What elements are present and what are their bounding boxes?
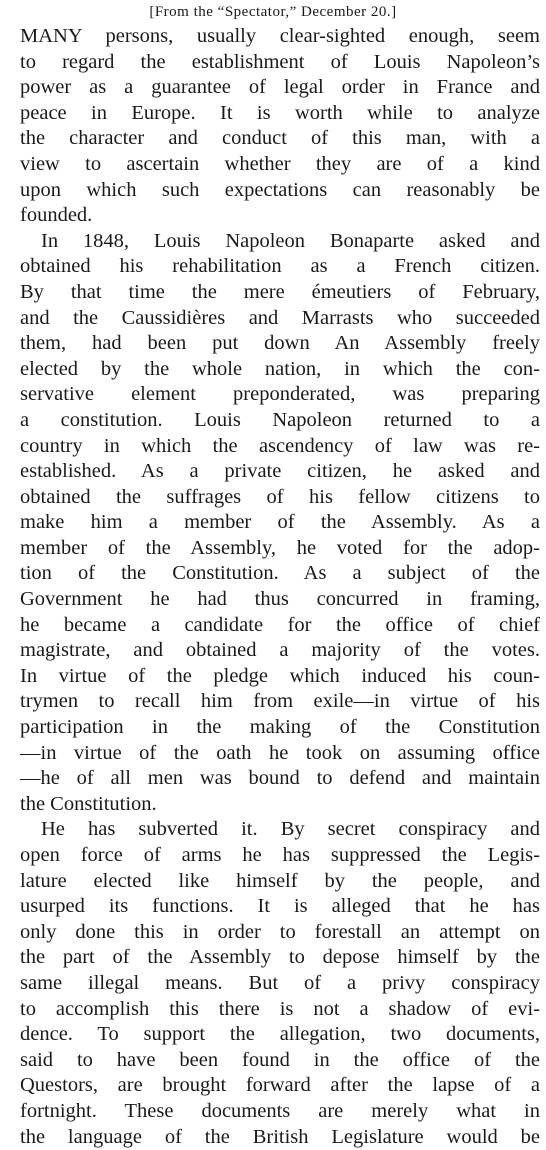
text-line: said to have been found in the office of the bbox=[20, 1048, 540, 1071]
text-line: Government he had thus concurred in framing, bbox=[20, 588, 540, 611]
text-line: participation in the making of the Constitution bbox=[20, 716, 540, 739]
text-line: By that time the mere émeutiers of February, bbox=[20, 280, 540, 303]
text-line: trymen to recall him from exile—in virtue of his bbox=[20, 690, 540, 713]
text-line: elected by the whole nation, in which the con- bbox=[20, 357, 540, 380]
text-line: —he of all men was bound to defend and maintain bbox=[20, 767, 540, 790]
text-line: only done this in order to forestall an attempt on bbox=[20, 920, 540, 943]
text-line: them, had been put down An Assembly freely bbox=[20, 332, 540, 355]
text-line: he became a candidate for the office of chief bbox=[20, 613, 540, 636]
paragraph-1 bbox=[20, 24, 540, 229]
text-line: magistrate, and obtained a majority of the votes. bbox=[20, 639, 540, 662]
text-line: the part of the Assembly to depose himself by the bbox=[20, 946, 540, 969]
text-line: same illegal means. But of a privy conspiracy bbox=[20, 971, 540, 994]
text-line: view to ascertain whether they are of a kind bbox=[20, 152, 540, 175]
text-line: member of the Assembly, he voted for the adop- bbox=[20, 536, 540, 559]
text-line: usurped its functions. It is alleged that he has bbox=[20, 895, 540, 918]
source-attribution: [From the “Spectator,” December 20.] bbox=[149, 4, 397, 20]
text-line: upon which such expectations can reasonably be bbox=[20, 178, 540, 201]
text-line: to regard the establishment of Louis Napoleon’s bbox=[20, 50, 540, 73]
text-line: tion of the Constitution. As a subject of the bbox=[20, 562, 540, 585]
text-line: founded. bbox=[20, 204, 93, 227]
text-line: obtained his rehabilitation as a French citizen. bbox=[20, 255, 540, 278]
text-line: dence. To support the allegation, two documents, bbox=[20, 1023, 540, 1046]
text-line: obtained the suffrages of his fellow citizens to bbox=[20, 485, 540, 508]
text-line: power as a guarantee of legal order in France and bbox=[20, 76, 540, 99]
text-line: to accomplish this there is not a shadow of evi- bbox=[20, 997, 540, 1020]
text-line: the Constitution. bbox=[20, 792, 157, 815]
text-line: the character and conduct of this man, with a bbox=[20, 127, 540, 150]
text-line: servative element preponderated, was preparing bbox=[20, 383, 540, 406]
text-line: Questors, are brought forward after the lapse of a bbox=[20, 1074, 540, 1097]
text-line: country in which the ascendency of law was re- bbox=[20, 434, 540, 457]
paragraph-2 bbox=[20, 229, 540, 818]
text-line: and the Caussidières and Marrasts who succeeded bbox=[20, 306, 540, 329]
text-line: MANY persons, usually clear-sighted enough, seem bbox=[20, 25, 540, 47]
text-line: In virtue of the pledge which induced his coun- bbox=[20, 664, 540, 687]
article-body bbox=[20, 24, 540, 1150]
text-line: —in virtue of the oath he took on assuming office bbox=[20, 741, 540, 764]
text-line: established. As a private citizen, he asked and bbox=[20, 460, 540, 483]
text-line: the language of the British Legislature would be bbox=[20, 1125, 540, 1148]
text-line: lature elected like himself by the people, and bbox=[20, 869, 540, 892]
text-line: a constitution. Louis Napoleon returned to a bbox=[20, 408, 540, 431]
text-line: open force of arms he has suppressed the Legis- bbox=[20, 844, 540, 866]
paragraph-3 bbox=[20, 817, 540, 1150]
text-line: make him a member of the Assembly. As a bbox=[20, 511, 540, 534]
text-line: peace in Europe. It is worth while to analyze bbox=[20, 101, 540, 124]
text-line: He has subverted it. By secret conspiracy and bbox=[41, 818, 540, 841]
text-line: In 1848, Louis Napoleon Bonaparte asked and bbox=[41, 229, 540, 252]
text-line: fortnight. These documents are merely what in bbox=[20, 1099, 540, 1122]
